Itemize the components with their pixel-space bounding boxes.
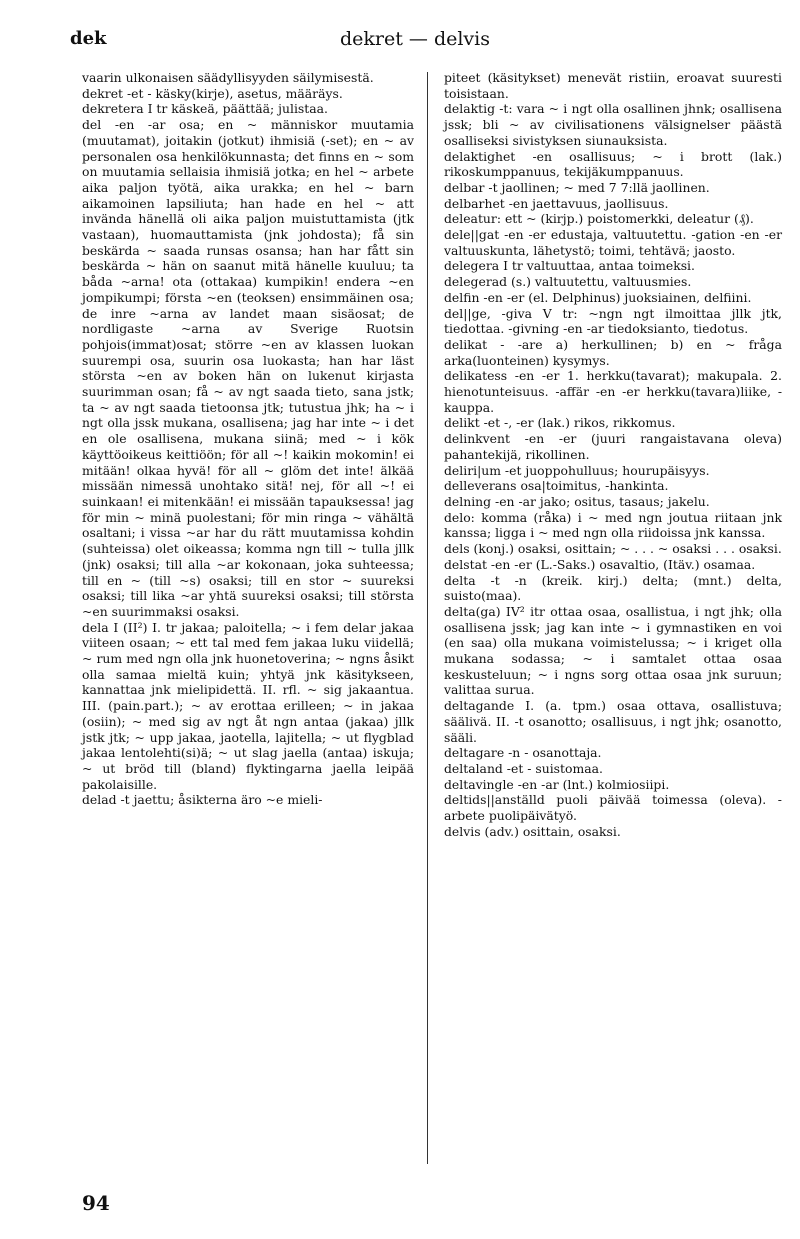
dictionary-entry: delikt -et -, -er (lak.) rikos, rikkomus. — [444, 415, 676, 431]
left-column — [82, 70, 414, 808]
dictionary-entry: piteet (käsitykset) menevät ristiin, eroavat suuresti toisistaan. — [444, 70, 782, 101]
dictionary-entry: deltagare -n - osanottaja. — [444, 745, 602, 761]
dictionary-entry: vaarin ulkonaisen säädyllisyyden säilymisestä. — [82, 70, 374, 85]
dictionary-entry: delbarhet -en jaettavuus, jaollisuus. — [444, 195, 669, 211]
dictionary-entry: delegerad (s.) valtuutettu, valtuusmies. — [444, 274, 692, 290]
guide-word: dek — [70, 28, 107, 49]
dictionary-entry: delad -t jaettu; åsikterna äro ~e mieli- — [82, 792, 323, 808]
dictionary-entry: delaktighet -en osallisuus; ~ i brott (lak.) rikoskumppanuus, tekijäkumppanuus. — [444, 148, 782, 180]
dictionary-entry: dele||gat -en -er edustaja, valtuutettu. -gation -en -er valtuuskunta, lähetystö; toimi, tehtävä; jaosto. — [444, 227, 782, 258]
dictionary-entry: delinkvent -en -er (juuri rangaistavana oleva) pahantekijä, rikollinen. — [444, 431, 782, 462]
column-divider — [427, 72, 428, 1164]
dictionary-entry: del||ge, -giva V tr: ~ngn ngt ilmoittaa jllk jtk, tiedottaa. -givning -en -ar tiedoksianto, tiedotus. — [444, 305, 782, 337]
dictionary-entry: delvis (adv.) osittain, osaksi. — [444, 823, 621, 839]
dictionary-entry: delegera I tr valtuuttaa, antaa toimeksi. — [444, 258, 695, 274]
page-title: dekret — delvis — [339, 28, 490, 50]
dictionary-entry: delta(ga) IV² itr ottaa osaa, osallistua, i ngt jhk; olla osallisena jssk; jag kan inte ~ i gymnastiken en voi (en saa) olla mukana voimistelussa; ~ i kriget olla mukana sodassa; ~ i samtalet ottaa osaa keskusteluun; ~ i ngns sorg ottaa osaa jnk suruun; valittaa surua. — [444, 603, 782, 698]
dictionary-entry: delfin -en -er (el. Delphinus) juoksiainen, delfiini. — [444, 289, 752, 305]
dictionary-entry: delta -t -n (kreik. kirj.) delta; (mnt.) delta, suisto(maa). — [444, 572, 782, 604]
right-column — [444, 70, 782, 839]
dictionary-entry: dela I (II²) I. tr jakaa; paloitella; ~ i fem delar jakaa viiteen osaan; ~ ett tal med fem jakaa luku viidellä; ~ rum med ngn olla jnk huonetoverina; ~ ngns åsikt olla samaa mieltä kuin; yhtyä jnk käsitykseen, kannattaa jnk mielipidettä. II. rfl. ~ sig jakaantua. III. (pain.part.); ~ av erottaa erilleen; ~ in jakaa (osiin); ~ med sig av ngt åt ngn antaa (jakaa) jllk jstk jtk; ~ upp jakaa, jaotella, lajitella; ~ ut flygblad jakaa lentolehti(si)ä; ~ ut slag jaella (antaa) iskuja; ~ ut bröd till (bland) flyktingarna jaella leipää pakolaisille. — [82, 619, 414, 792]
page-number: 94 — [82, 1191, 110, 1215]
dictionary-entry: dels (konj.) osaksi, osittain; ~ . . . ~ osaksi . . . osaksi. — [444, 541, 782, 557]
dictionary-entry: delo: komma (råka) i ~ med ngn joutua riitaan jnk kanssa; ligga i ~ med ngn olla riidoissa jnk kanssa. — [444, 509, 782, 541]
dictionary-entry: delikat - -are a) herkullinen; b) en ~ fråga arka(luonteinen) kysymys. — [444, 336, 782, 368]
dictionary-entry: dekret -et - käsky(kirje), asetus, määräys. — [82, 85, 343, 101]
dictionary-entry: del -en -ar osa; en ~ människor muutamia (muutamat), joitakin (jotkut) ihmisiä (-set); en ~ av personalen osa henkilökunnasta; det finns en ~ som on muutamia sellaisia ihmisiä jotka; en hel ~ arbete aika paljon työtä, aika urakka; en hel ~ barn aikamoinen lapsiliuta; han hade en hel ~ att invända hänellä oli aika paljon muistuttamista (jtk vastaan), huomauttamista (jnk johdosta); få sin beskärda ~ saada runsas osansa; han har fått sin beskärda ~ hän on saanut mitä hänelle kuuluu; ta båda ~arna! ota (ottakaa) kumpikin! endera ~en jompikumpi; första ~en (teoksen) ensimmäinen osa; de inre ~arna av landet maan sisäosat; de nordligaste ~arna av Sverige Ruotsin pohjois(immat)osat; större ~en av klassen luokan suurempi osa, suurin osa luokasta; han har läst största ~en av boken hän on lukenut kirjasta suurimman osan; få ~ av ngt saada tieto, sana jstk; ta ~ av ngt saada tietoonsa jtk; tutustua jhk; ha ~ i ngt olla jssk mukana, osallisena; jag har inte ~ i det en ole osallisena, mukana siinä; med ~ i kök käyttöoikeus keittiöön; för all ~! kaikin mokomin! ei mitään! olkaa hyvä! för all ~ glöm det inte! älkää missään nimessä unohtako sitä! nej, för all ~! ei suinkaan! ei mitenkään! ei missään tapauksessa! jag för min ~ minä puolestani; för min ringa ~ vähältä osaltani; i vissa ~ar har du rätt muutamissa kohdin (suhteissa) olet oikeassa; komma ngn till ~ tulla jllk (jnk) osaksi; till alla ~ar kokonaan, joka suhteessa; till en ~ (till ~s) osaksi; till en stor ~ suureksi osaksi; till lika ~ar yhtä suureksi osaksi; till största ~en suurimmaksi osaksi. — [82, 117, 414, 619]
dictionary-entry: deleatur: ett ~ (kirjp.) poistomerkki, deleatur (₰). — [444, 211, 754, 227]
dictionary-entry: delikatess -en -er 1. herkku(tavarat); makupala. 2. hienotunteisuus. -affär -en -er herkku(tavara)liike, -kauppa. — [444, 368, 782, 415]
dictionary-entry: deliri|um -et juoppohulluus; hourupäisyys. — [444, 462, 710, 478]
dictionary-entry: deltagande I. (a. tpm.) osaa ottava, osallistuva; säälivä. II. -t osanotto; osallisuus, i ngt jhk; osanotto, sääli. — [444, 698, 782, 745]
dictionary-entry: deltavinglе -en -ar (lnt.) kolmiosiipi. — [444, 776, 670, 792]
dictionary-entry: dekretera I tr käskeä, päättää; julistaa. — [82, 101, 328, 117]
dictionary-entry: deltids||anställd puoli päivää toimessa (oleva). -arbete puolipäivätyö. — [444, 792, 782, 824]
dictionary-entry: delstat -en -er (L.-Saks.) osavaltio, (Itäv.) osamaa. — [444, 556, 756, 572]
page-header — [70, 28, 760, 58]
dictionary-entry: delning -en -ar jako; ositus, tasaus; jakelu. — [444, 493, 710, 509]
dictionary-entry: delaktig -t: vara ~ i ngt olla osallinen jhnk; osallisena jssk; bli ~ av civilisationens välsignelser päästä osalliseksi sivistyksen siunauksista. — [444, 101, 782, 148]
dictionary-entry: deltaland -et - suistomaa. — [444, 760, 603, 776]
dictionary-entry: delleverans osa|toimitus, -hankinta. — [444, 478, 669, 494]
dictionary-entry: delbar -t jaollinen; ~ med 7 7:llä jaollinen. — [444, 179, 710, 195]
